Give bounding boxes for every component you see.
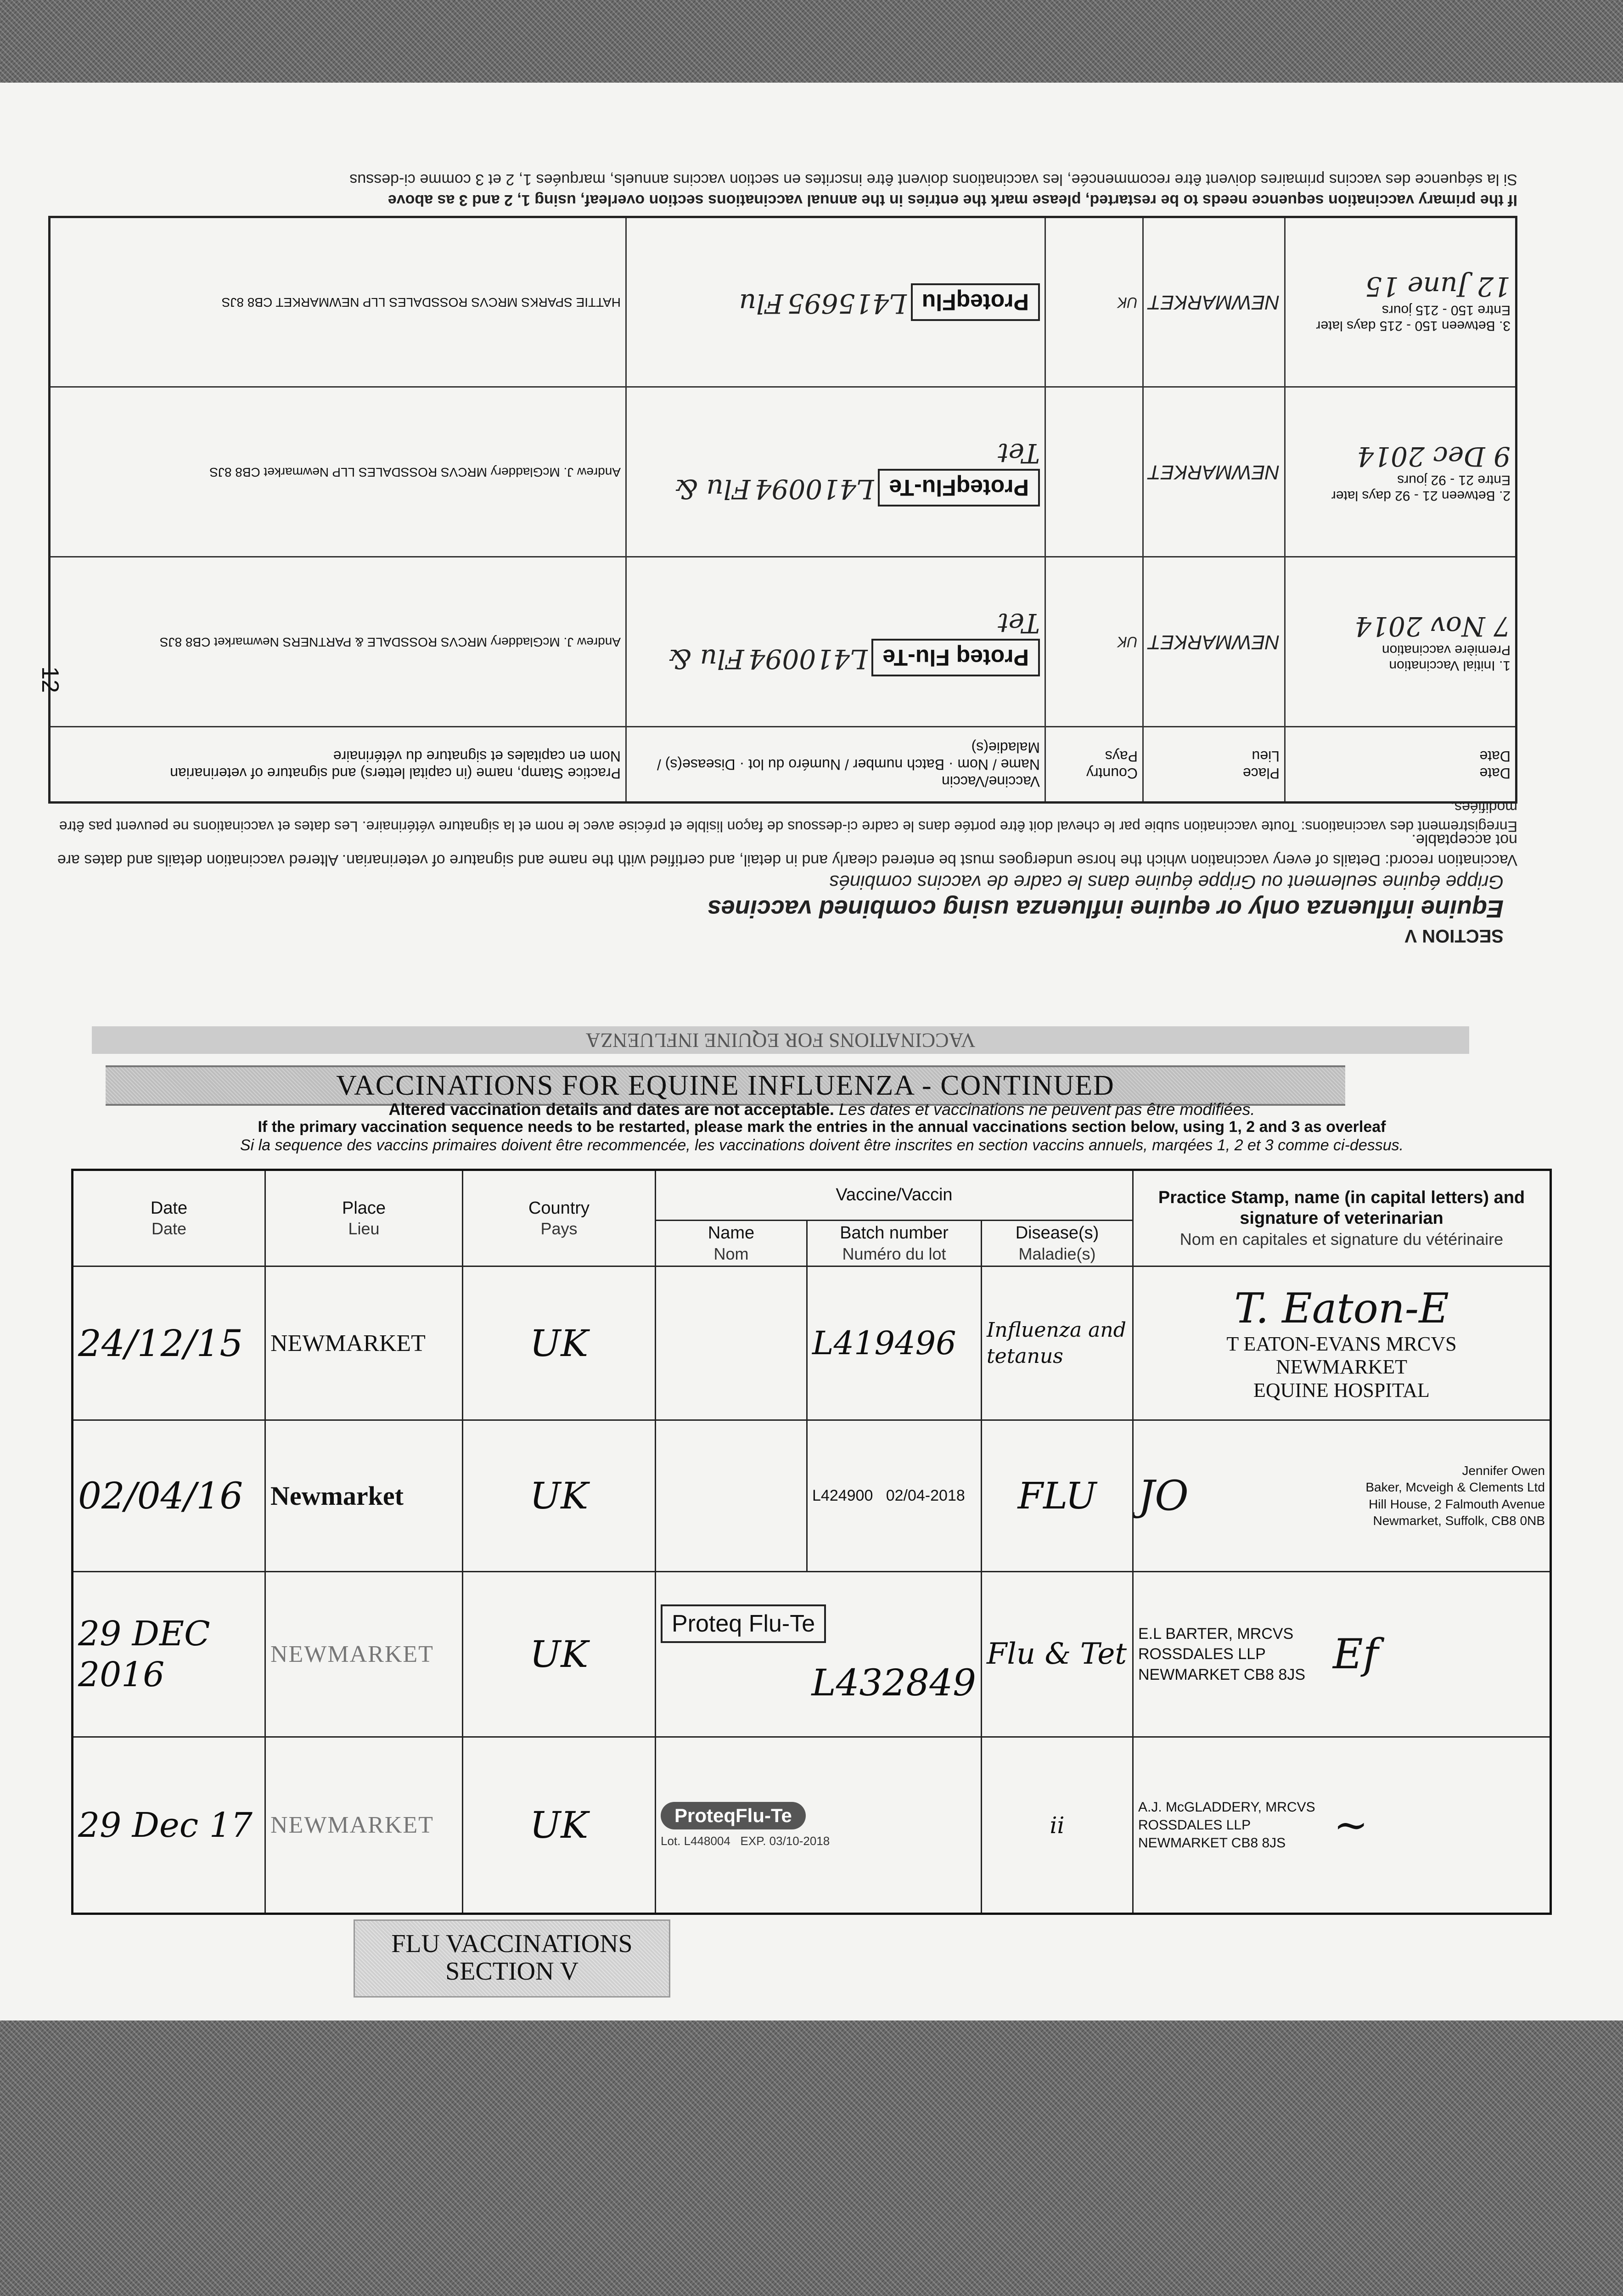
mirror-row-3-country: UK bbox=[1045, 217, 1143, 387]
mirror-row-2-country bbox=[1045, 387, 1143, 557]
mirror-record-fr: Enregistrement des vaccinations: Toute vaccination subie par le cheval doit être portée dans le cadre ci-dessous de façon lisible et précise avec le nom et la signature vétérinaire. Les dates et vaccinations ne peuvent pas être modifiées. bbox=[59, 799, 1517, 835]
header-country: Country Pays bbox=[463, 1170, 656, 1266]
mirror-row-1-vet: Andrew J. McGladdery MRCVS ROSSDALE & PARTNERS Newmarket CB8 8JS bbox=[50, 557, 626, 727]
section-label bbox=[354, 1919, 670, 1998]
row-3-signature: Ef bbox=[1333, 1630, 1379, 1678]
table-row bbox=[73, 1420, 1551, 1572]
row-1-practice-stamp bbox=[1133, 1266, 1551, 1420]
section-label-line-1: FLU VACCINATIONS bbox=[391, 1930, 633, 1958]
notice-restart-fr: Si la sequence des vaccins primaires doivent être recommencée, les vaccinations doivent être inscrites en section vaccins annuels, marqées 1, 2 et 3 comme ci-dessus. bbox=[240, 1137, 1404, 1154]
header-name: Name Nom bbox=[656, 1221, 807, 1266]
row-2-place: Newmarket bbox=[265, 1420, 463, 1572]
row-2-diseases: FLU bbox=[982, 1420, 1133, 1572]
mirror-title: Equine influenza only or equine influenza using combined vaccines bbox=[707, 895, 1504, 923]
notice-altered bbox=[87, 1100, 1556, 1119]
row-4-signature: ~ bbox=[1333, 1801, 1369, 1849]
row-3-practice-stamp bbox=[1133, 1572, 1551, 1737]
row-1-place: NEWMARKET bbox=[265, 1266, 463, 1420]
row-1-vet-line-1: T EATON-EVANS MRCVS bbox=[1226, 1332, 1457, 1355]
header-vaccine: Vaccine/Vaccin bbox=[656, 1170, 1133, 1221]
table-header-row-1 bbox=[73, 1170, 1551, 1221]
row-4-place: NEWMARKET bbox=[265, 1737, 463, 1914]
mirror-row-1-vaccine: Proteq Flu-Te L410094 Flu & Tet bbox=[626, 557, 1045, 727]
notice-altered-fr: Les dates et vaccinations ne peuvent pas être modifiées. bbox=[838, 1100, 1255, 1119]
row-2-vet-line-2: Baker, Mcveigh & Clements Ltd bbox=[1365, 1480, 1545, 1495]
mirror-header-place: Place Lieu bbox=[1143, 727, 1285, 803]
vaccination-table bbox=[71, 1169, 1552, 1915]
mirror-row-3 bbox=[50, 217, 1516, 387]
table-row bbox=[73, 1266, 1551, 1420]
header-practice-stamp: Practice Stamp, name (in capital letters) and signature of veterinarian Nom en capitales et signature du vétérinaire bbox=[1133, 1170, 1551, 1266]
header-date: Date Date bbox=[73, 1170, 265, 1266]
mirror-subtitle: Grippe équine seulement ou Grippe équine dans le cadre de vaccins combinés bbox=[829, 872, 1504, 893]
mirror-row-1-place: NEWMARKET bbox=[1143, 557, 1285, 727]
row-3-date: 29 DEC 2016 bbox=[73, 1572, 265, 1737]
row-2-vet-line-1: Jennifer Owen bbox=[1462, 1463, 1545, 1478]
header-batch-number: Batch number Numéro du lot bbox=[807, 1221, 982, 1266]
upside-down-page bbox=[0, 110, 1623, 974]
row-3-place: NEWMARKET bbox=[265, 1572, 463, 1737]
row-1-signature: T. Eaton-E bbox=[1234, 1284, 1449, 1333]
row-1-date: 24/12/15 bbox=[73, 1266, 265, 1420]
row-2-date: 02/04/16 bbox=[73, 1420, 265, 1572]
mirror-row-3-date: 3. Between 150 - 215 days later Entre 150 - 215 jours 12 June 15 bbox=[1285, 217, 1516, 387]
row-4-exp-label: EXP. bbox=[740, 1834, 766, 1848]
row-3-country: UK bbox=[463, 1572, 656, 1737]
row-2-vet-line-4: Newmarket, Suffolk, CB8 0NB bbox=[1373, 1513, 1545, 1528]
mirror-row-3-vaccine: ProteqFlu L415695 Flu bbox=[626, 217, 1045, 387]
row-4-country: UK bbox=[463, 1737, 656, 1914]
mirror-row-2-place: NEWMARKET bbox=[1143, 387, 1285, 557]
row-2-batch: L424900 bbox=[812, 1487, 873, 1504]
section-banner: VACCINATIONS FOR EQUINE INFLUENZA - CONTINUED bbox=[106, 1065, 1345, 1106]
header-diseases: Disease(s) Maladie(s) bbox=[982, 1221, 1133, 1266]
mirror-row-2-date: 2. Between 21 - 92 days later Entre 21 - 92 jours 9 Dec 2014 bbox=[1285, 387, 1516, 557]
row-4-vet-line-3: NEWMARKET CB8 8JS bbox=[1138, 1835, 1286, 1851]
mirror-header-country: Country Pays bbox=[1045, 727, 1143, 803]
row-4-vet-line-2: ROSSDALES LLP bbox=[1138, 1818, 1251, 1833]
row-4-batch: L448004 bbox=[684, 1834, 730, 1848]
section-label-line-2: SECTION V bbox=[445, 1957, 578, 1986]
row-1-country: UK bbox=[463, 1266, 656, 1420]
row-1-diseases: Influenza and tetanus bbox=[982, 1266, 1133, 1420]
page-number: 12 bbox=[36, 666, 63, 693]
row-4-batch-expiry: 03/10-2018 bbox=[769, 1834, 830, 1848]
mirror-record-en: Vaccination record: Details of every vaccination which the horse undergoes must be entered clearly and in detail, and certified with the name and signature of veterinarian. Altered vaccination details and dates are not acceptable. bbox=[57, 831, 1517, 869]
mirror-row-2-vet: Andrew J. McGladdery MRCVS ROSSDALES LLP Newmarket CB8 8JS bbox=[50, 387, 626, 557]
row-4-date: 29 Dec 17 bbox=[73, 1737, 265, 1914]
row-3-vaccine-cell bbox=[656, 1572, 982, 1737]
row-2-vet-line-3: Hill House, 2 Falmouth Avenue bbox=[1369, 1497, 1545, 1511]
table-row bbox=[73, 1737, 1551, 1914]
mirror-row-2 bbox=[50, 387, 1516, 557]
row-2-batch-cell bbox=[807, 1420, 982, 1572]
row-4-vet-line-1: A.J. McGLADDERY, MRCVS bbox=[1138, 1800, 1315, 1815]
row-1-vaccine-name bbox=[656, 1266, 807, 1420]
mirror-row-3-place: NEWMARKET bbox=[1143, 217, 1285, 387]
row-1-vet-line-3: EQUINE HOSPITAL bbox=[1253, 1379, 1430, 1401]
mirror-footer-fr: Si la séquence des vaccins primaires doivent être recommencée, les vaccinations doivent être inscrites en section vaccins annuels, marquées 1, 2 et 3 comme ci-dessus bbox=[349, 171, 1517, 188]
row-3-vet-line-2: ROSSDALES LLP bbox=[1138, 1645, 1266, 1663]
row-2-signature: JO bbox=[1138, 1472, 1189, 1520]
row-3-vet-line-3: NEWMARKET CB8 8JS bbox=[1138, 1666, 1306, 1683]
mirror-row-1-date: 1. Initial Vaccination Première vaccination 7 Nov 2014 bbox=[1285, 557, 1516, 727]
notice-altered-en: Altered vaccination details and dates are not acceptable. bbox=[388, 1100, 834, 1119]
mirror-header-vaccine: Vaccine/Vaccin Name / Nom · Batch number / Numéro du lot · Disease(s) / Maladie(s) bbox=[626, 727, 1045, 803]
mirror-header-stamp: Practice Stamp, name (in capital letters) and signature of veterinarian Nom en capitales et signature du vétérinaire bbox=[50, 727, 626, 803]
row-3-batch: L432849 bbox=[811, 1661, 976, 1704]
notice-restart-en: If the primary vaccination sequence needs to be restarted, please mark the entries in the annual vaccinations section below, using 1, 2 and 3 as overleaf bbox=[258, 1118, 1386, 1136]
row-3-diseases: Flu & Tet bbox=[982, 1572, 1133, 1737]
mirror-row-1 bbox=[50, 557, 1516, 727]
row-4-lot-label: Lot. bbox=[661, 1834, 681, 1848]
row-1-vet-line-2: NEWMARKET bbox=[1276, 1356, 1407, 1379]
mirror-section-label: SECTION V bbox=[1404, 926, 1504, 946]
row-4-diseases: ii bbox=[982, 1737, 1133, 1914]
mirror-banner: VACCINATIONS FOR EQUINE INFLUENZA bbox=[92, 1026, 1469, 1054]
table-row bbox=[73, 1572, 1551, 1737]
row-2-batch-expiry: 02/04-2018 bbox=[886, 1487, 965, 1504]
header-place: Place Lieu bbox=[265, 1170, 463, 1266]
mirror-vaccination-table bbox=[48, 216, 1517, 804]
mirror-row-2-vaccine: ProteqFlu-Te L410094 Flu & Tet bbox=[626, 387, 1045, 557]
scan-border-bottom bbox=[0, 2020, 1623, 2296]
mirror-row-1-country: UK bbox=[1045, 557, 1143, 727]
proteq-logo: ProteqFlu-Te bbox=[661, 1802, 806, 1829]
row-3-vet-line-1: E.L BARTER, MRCVS bbox=[1138, 1625, 1294, 1643]
row-4-vaccine-cell bbox=[656, 1737, 982, 1914]
scan-border-top bbox=[0, 0, 1623, 83]
row-1-batch: L419496 bbox=[807, 1266, 982, 1420]
mirror-header-date: Date Date bbox=[1285, 727, 1516, 803]
row-3-vaccine-stamp: Proteq Flu-Te bbox=[661, 1604, 826, 1643]
mirror-header-row bbox=[50, 727, 1516, 803]
mirror-footer-en: If the primary vaccination sequence needs to be restarted, please mark the entries in the annual vaccinations section overleaf, using 1, 2 and 3 as above bbox=[387, 191, 1517, 209]
row-2-country: UK bbox=[463, 1420, 656, 1572]
row-2-vaccine-name bbox=[656, 1420, 807, 1572]
mirror-row-3-vet: HATTIE SPARKS MRCVS ROSSDALES LLP NEWMARKET CB8 8JS bbox=[50, 217, 626, 387]
row-4-practice-stamp bbox=[1133, 1737, 1551, 1914]
row-2-practice-stamp bbox=[1133, 1420, 1551, 1572]
